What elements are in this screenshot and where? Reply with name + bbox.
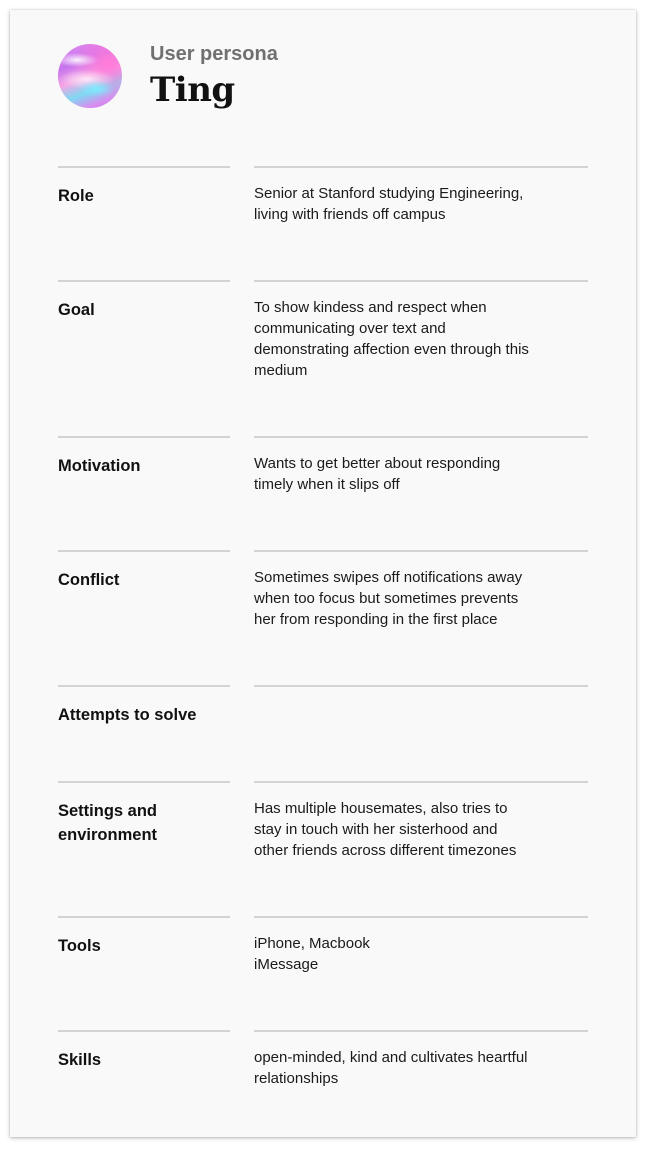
persona-name: Ting xyxy=(150,70,235,110)
row-value: Has multiple housemates, also tries to stay in touch with her sisterhood and other friends across different timezones xyxy=(254,800,517,859)
row-label: Role xyxy=(58,187,94,205)
persona-card xyxy=(10,10,636,1137)
divider xyxy=(254,166,588,168)
divider xyxy=(58,550,230,552)
row-label: Goal xyxy=(58,301,95,319)
divider xyxy=(58,916,230,918)
row-label: Tools xyxy=(58,937,101,955)
divider xyxy=(254,550,588,552)
divider xyxy=(254,916,588,918)
row-value: Sometimes swipes off notifications away when too focus but sometimes prevents her from responding in the first place xyxy=(254,569,523,628)
row-label: Conflict xyxy=(58,571,120,589)
row-value: Wants to get better about responding timely when it slips off xyxy=(254,455,501,493)
divider xyxy=(58,436,230,438)
divider xyxy=(58,280,230,282)
divider xyxy=(254,1030,588,1032)
divider xyxy=(254,436,588,438)
row-label: Attempts to solve xyxy=(58,706,197,724)
row-label: Motivation xyxy=(58,457,141,475)
row-label: Settings and environment xyxy=(58,802,158,844)
divider xyxy=(254,280,588,282)
divider xyxy=(254,685,588,687)
divider xyxy=(58,685,230,687)
persona-subtitle: User persona xyxy=(150,43,278,65)
row-value: iPhone, Macbook iMessage xyxy=(254,935,370,973)
divider xyxy=(58,1030,230,1032)
row-value: Senior at Stanford studying Engineering, living with friends off campus xyxy=(254,185,524,223)
divider xyxy=(58,781,230,783)
divider xyxy=(58,166,230,168)
divider xyxy=(254,781,588,783)
row-value: To show kindess and respect when communicating over text and demonstrating affection even through this medium xyxy=(254,299,529,379)
row-value: open-minded, kind and cultivates heartful relationships xyxy=(254,1049,528,1087)
row-label: Skills xyxy=(58,1051,102,1069)
avatar xyxy=(58,44,122,108)
